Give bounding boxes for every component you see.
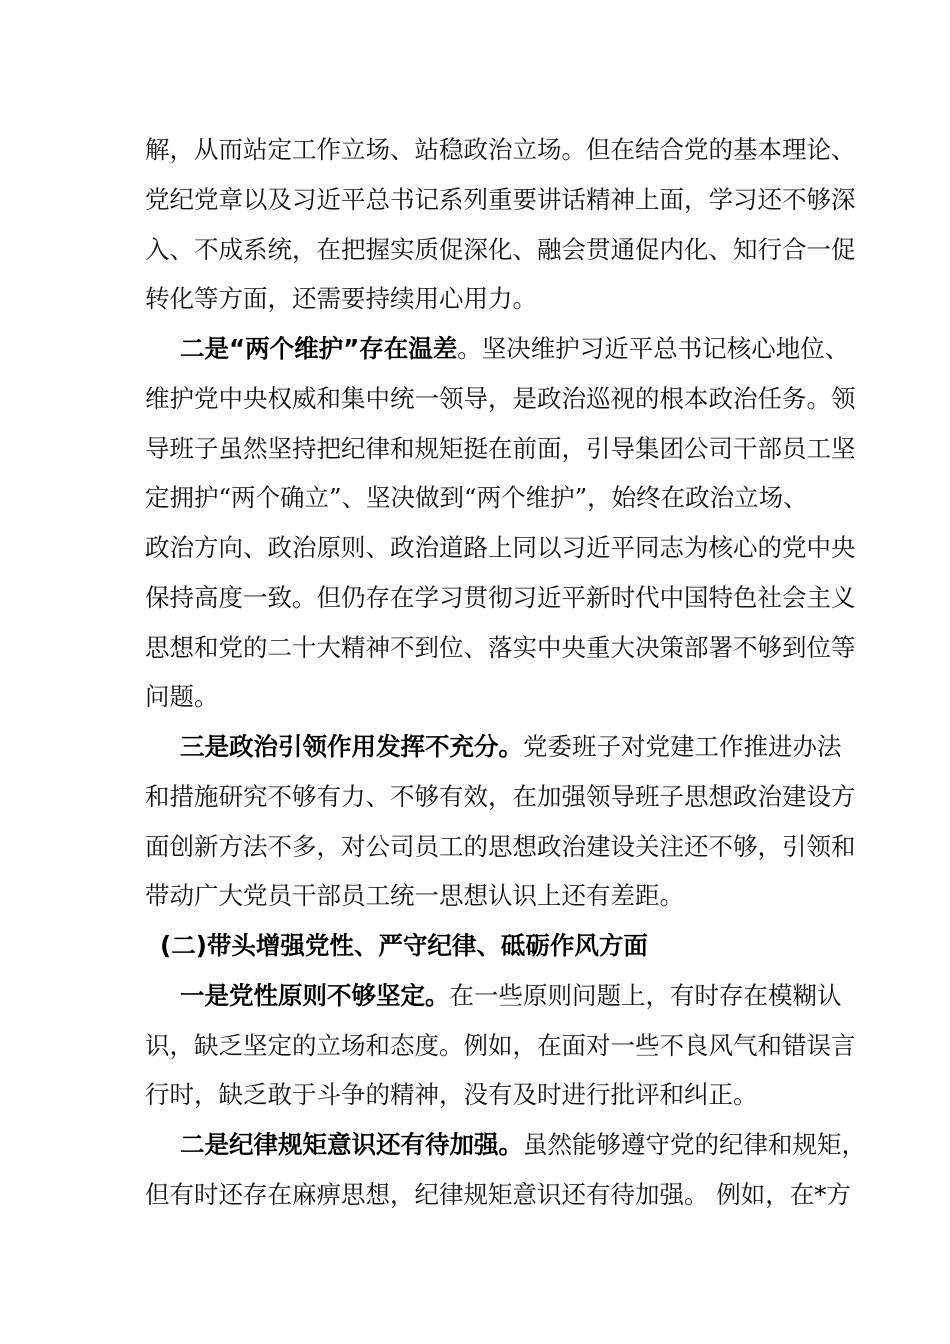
text-line: 转化等方面，还需要持续用心用力。 [145,284,537,313]
paragraph-title: 二是纪律规矩意识还有待加强。 [180,1130,523,1159]
paragraph-title: 三是政治引领作用发挥不充分。 [180,732,523,761]
section-heading: (二)带头增强党性、严守纪律、砥砺作风方面 [160,931,648,960]
text-line: 党纪党章以及习近平总书记系列重要讲话精神上面，学习还不够深 [145,185,856,214]
text-line: 带动广大党员干部员工统一思想认识上还有差距。 [145,881,684,910]
text-line: 保持高度一致。但仍存在学习贯彻习近平新时代中国特色社会主义 [145,583,856,612]
paragraph-title: 二是“两个维护”存在温差 [180,334,458,363]
paragraph-text: 虽然能够遵守党的纪律和规矩， [523,1130,866,1159]
paragraph-first-line [180,1125,870,1165]
paragraph-text: 在一些原则问题上，有时存在模糊认 [449,981,842,1010]
text-line: 但有时还存在麻痹思想，纪律规矩意识还有待加强。 例如，在*方 [145,1180,852,1209]
paragraph-text: 。坚决维护习近平总书记核心地位、 [457,334,850,363]
paragraph-first-line [180,329,870,369]
text-line: 导班子虽然坚持把纪律和规矩挺在前面，引导集团公司干部员工坚 [145,434,856,463]
paragraph-text: 党委班子对党建工作推进办法 [523,732,842,761]
text-line: 思想和党的二十大精神不到位、落实中央重大决策部署不够到位等 [145,633,856,662]
paragraph-title: 一是党性原则不够坚定。 [180,981,450,1010]
text-line: 面创新方法不多，对公司员工的思想政治建设关注还不够，引领和 [145,832,856,861]
text-line: 和措施研究不够有力、不够有效，在加强领导班子思想政治建设方 [145,782,856,811]
paragraph-first-line [180,976,870,1016]
text-line: 定拥护“两个确立”、坚决做到“两个维护”，始终在政治立场、 [145,483,808,512]
text-line: 维护党中央权威和集中统一领导，是政治巡视的根本政治任务。领 [145,384,856,413]
text-line: 政治方向、政治原则、政治道路上同以习近平同志为核心的党中央 [145,533,856,562]
text-line: 问题。 [145,682,219,711]
paragraph-first-line [180,727,870,767]
text-line: 识，缺乏坚定的立场和态度。例如，在面对一些不良风气和错误言 [145,1031,856,1060]
text-line: 解，从而站定工作立场、站稳政治立场。但在结合党的基本理论、 [145,135,856,164]
text-line: 入、不成系统，在把握实质促深化、融会贯通促内化、知行合一促 [145,235,856,264]
text-line: 行时，缺乏敢于斗争的精神，没有及时进行批评和纠正。 [145,1080,758,1109]
